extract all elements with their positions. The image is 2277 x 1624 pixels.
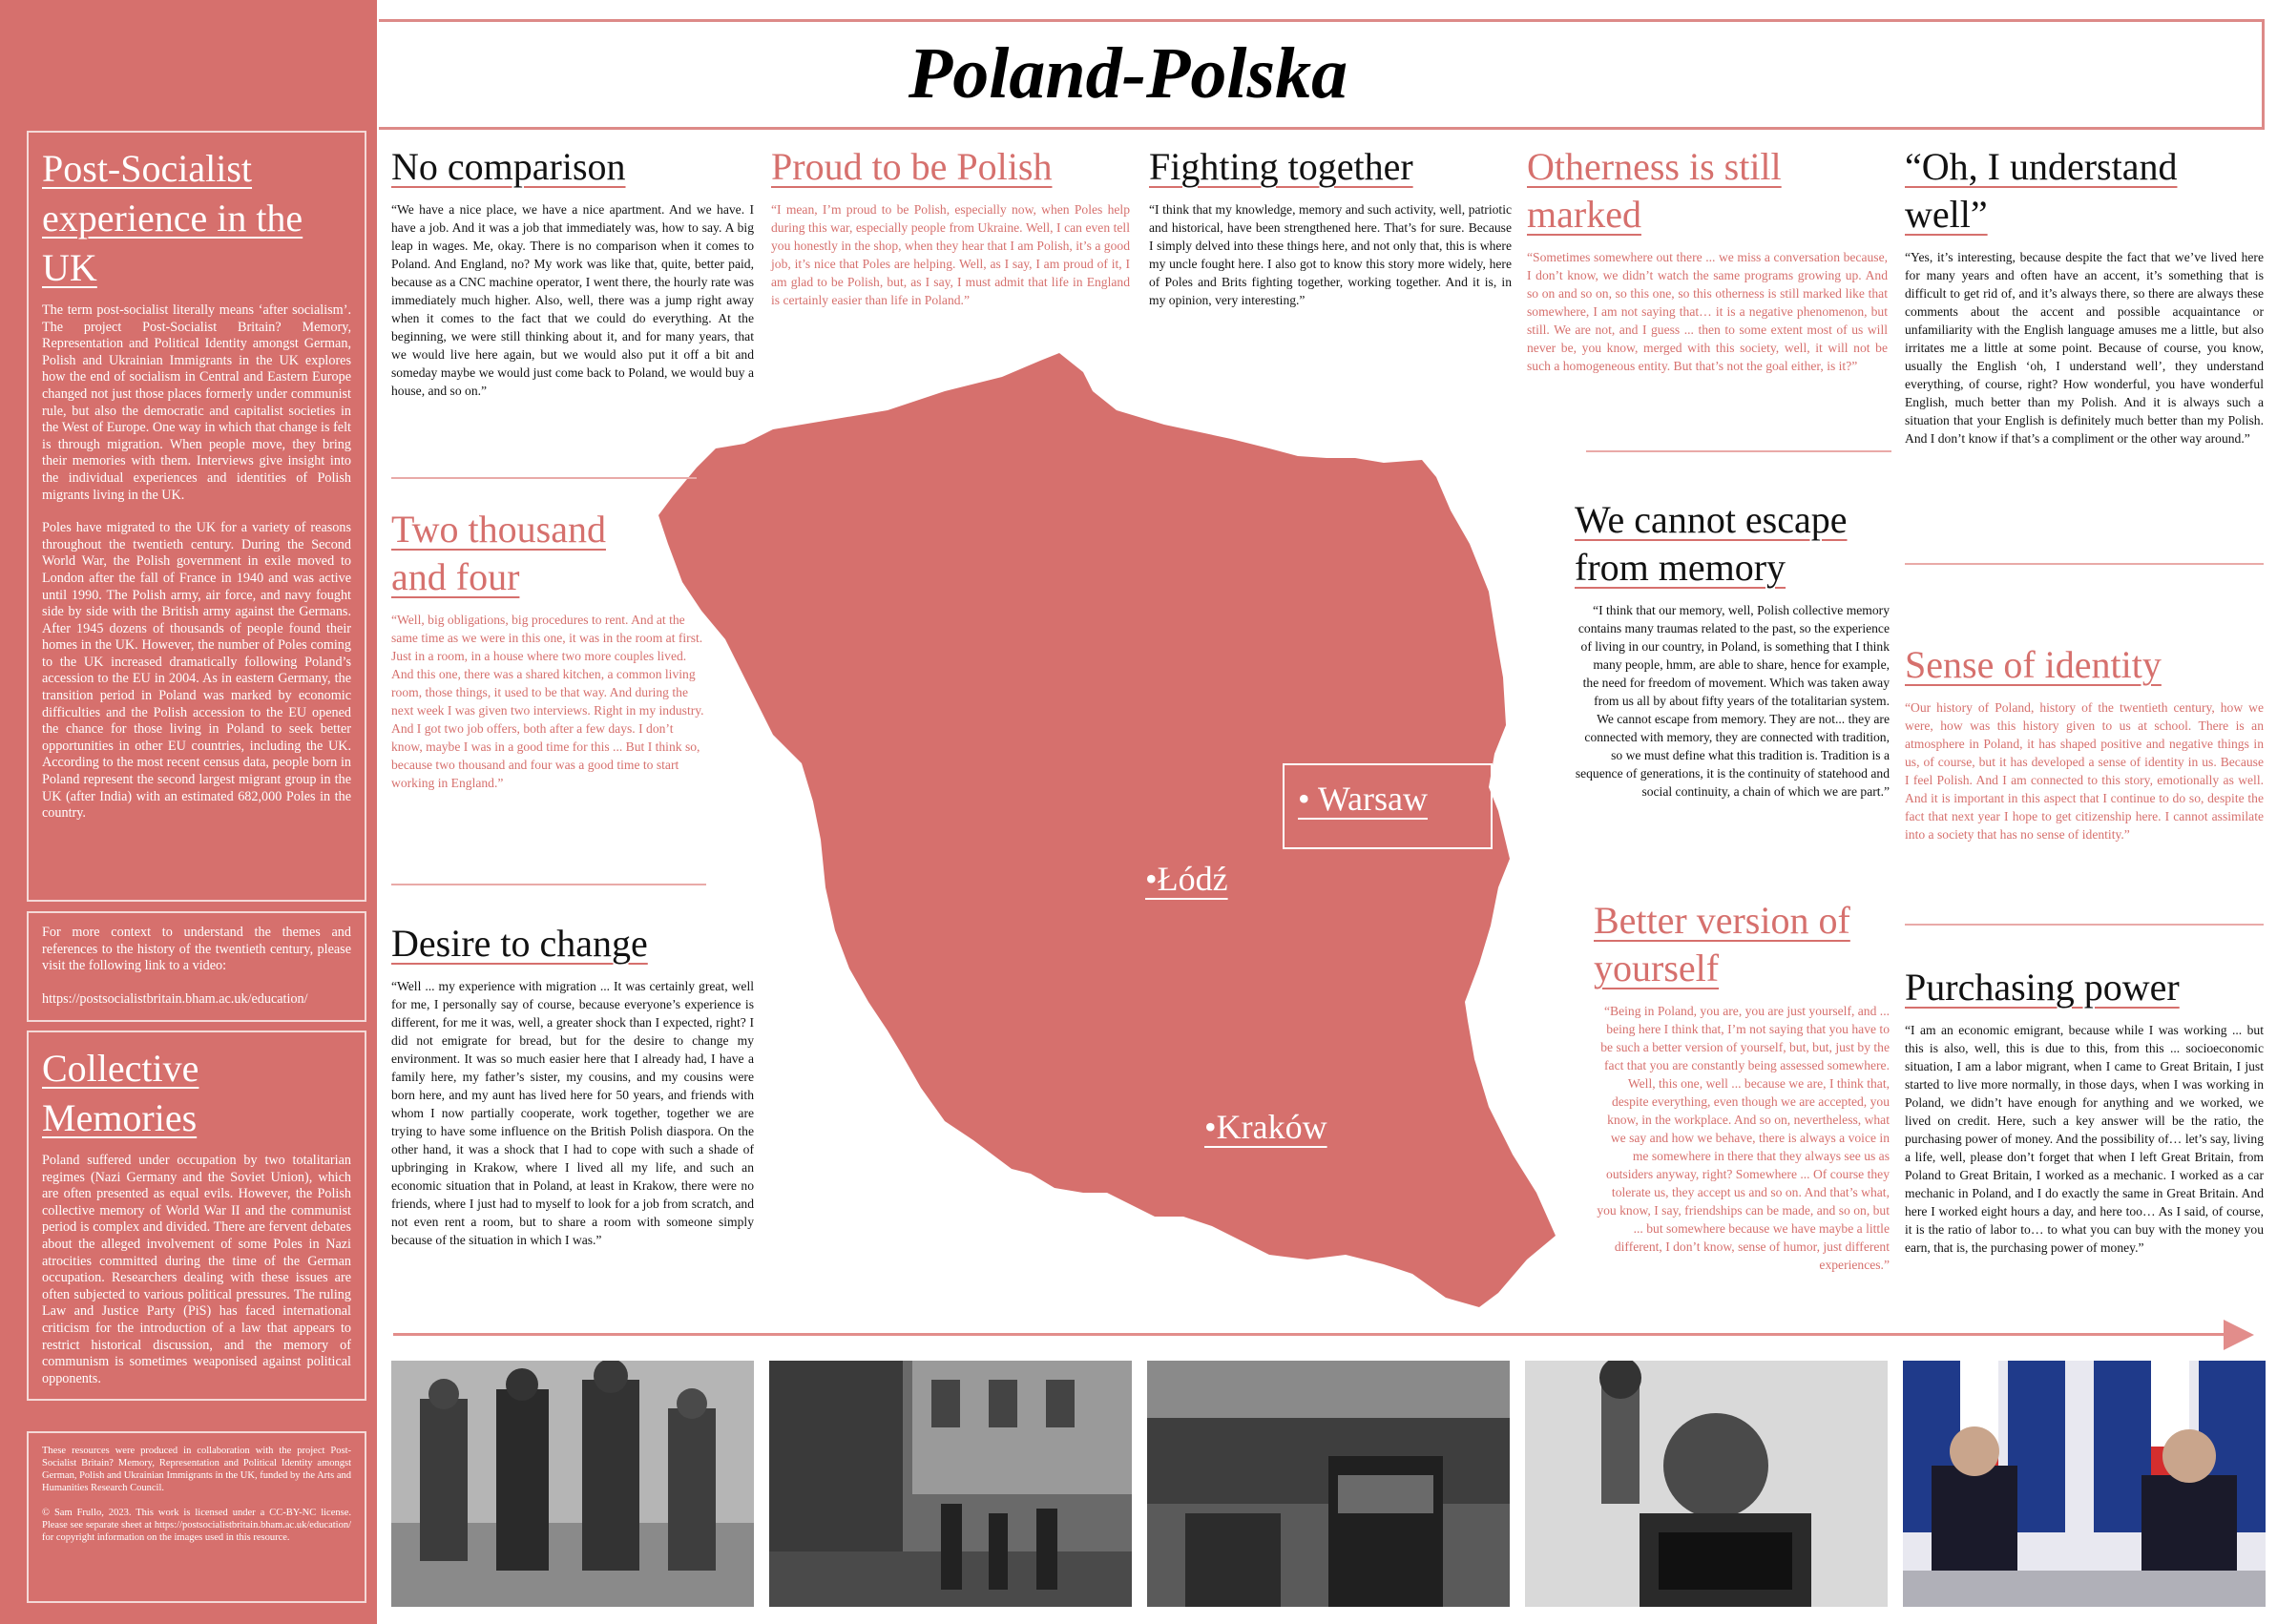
otherness-heading: Otherness is still marked (1527, 145, 1782, 236)
post-socialist-heading: Post-Socialist experience in the UK (42, 147, 303, 289)
otherness-text: “Sometimes somewhere out there ... we miss a conversation because, I don’t know, we didn’t watch the same programs growing up. And so on and so on, so this one, so this otherness is still marked like that somewhere, I am not saying that… it is a negative phenomenon, but still. We are not, and I guess ... then to some extent most of us will never be, you know, merged with this society, well, it will not be such a homogeneous entity. But that’s not the goal either, is it?” (1527, 250, 1888, 373)
divider (1905, 924, 2264, 926)
desire-heading: Desire to change (391, 922, 648, 965)
context-box (27, 911, 366, 1022)
collective-memories-heading: Collective Memories (42, 1047, 199, 1139)
no-comparison-heading: No comparison (391, 145, 626, 188)
fighting-text: “I think that my knowledge, memory and such activity, well, patriotic and historical, have been strengthened here. That’s for sure. Because I simply delved into these things here, and not only that, this is where my uncle fought here. I also got to know this story more widely, here of Poles and Brits fighting together, working together. And it is, in my opinion, very interesting.” (1149, 202, 1512, 307)
section-better (1594, 897, 1890, 1274)
sidebar (0, 0, 377, 1624)
divider (391, 477, 697, 479)
two-thousand-heading: Two thousand and four (391, 508, 606, 598)
two-thousand-text: “Well, big obligations, big procedures to rent. And at the same time as we were in this one, it was in the room at first. Just in a room, in a house where two more couples lived. And this one, there was a shared kitchen, a common living room, those things, it used to be that way. And during the next week I was given two interviews. Right in my industry. And I got two job offers, both after a few days. I don’t know, maybe I was in a good time for this ... But I think so, because two thousand and four was a good time to start working in England.” (391, 613, 704, 790)
purchasing-heading: Purchasing power (1905, 966, 2180, 1009)
photo-soldiers (391, 1361, 754, 1607)
collective-memories-text: Poland suffered under occupation by two totalitarian regimes (Nazi Germany and the Soviet Union), which are often presented as equal evils. However, the Polish collective memory of World War II and the communist period is complex and divided. There are fervent debates about the alleged involvement of some Poles in Nazi atrocities committed during the time of the German occupation. Researchers dealing with these issues are often subjected to various political pressures. The ruling Law and Justice Party (PiS) has faced international criticism for the introduction of a law that appears to restrict historical discussion, and the memory of communism is sometimes weaponised against political opponents. (42, 1153, 351, 1386)
timeline-arrow-head (2224, 1320, 2254, 1350)
divider (391, 884, 706, 885)
proud-text: “I mean, I’m proud to be Polish, especially now, when Poles help during this war, especially people from Ukraine. Well, I can even tell you honestly in the shop, when they hear that I am Polish, it’s a good job, it’s nice that Poles are helping. Well, as I say, I am proud of it, I am glad to be Polish, but, as I say, I must admit that life in England is certainly easier than life in Poland.” (771, 202, 1130, 307)
city-warsaw: • Warsaw (1298, 780, 1429, 818)
photo-street-fighters (769, 1361, 1132, 1607)
timeline-arrow-line (393, 1333, 2245, 1336)
photo-speaker (1525, 1361, 1888, 1607)
credits-text-1: These resources were produced in collaboration with the project Post-Socialist Britain? Memory, Representation and Political Identity amongst German, Polish and Ukrainian Immigrants in the UK, funded by the Arts and Humanities Research Council. (42, 1446, 351, 1493)
section-no-comparison (391, 143, 754, 400)
understand-text: “Yes, it’s interesting, because despite the fact that we’ve lived here for many years and often have an accent, it’s something that is difficult to get rid of, and it’s always there, so there are always these comments about the accent and possible acquaintance or unfamiliarity with the English language amuses me a little, but also irritates me a little at some point. Because of course, you know, usually the English ‘oh, I understand well’, they understand everything, of course, right? How wonderful, you have wonderful English, much better than my Polish. And it is always such a situation that your English is definitely much better than my Polish. And I don’t know if that’s a compliment or the other way around.” (1905, 250, 2264, 446)
credits-text-2: © Sam Frullo, 2023. This work is licensed under a CC-BY-NC license. Please see separate sheet at https://postsocialistbritain.bham.ac.uk/education/ for copyright information on the images used in this resource. (42, 1508, 351, 1543)
post-socialist-box (27, 131, 366, 902)
divider (1586, 450, 1891, 452)
section-desire (391, 920, 754, 1249)
collective-memories-box (27, 1031, 366, 1401)
section-otherness (1527, 143, 1888, 375)
fighting-heading: Fighting together (1149, 145, 1413, 188)
photo-crowd (1147, 1361, 1510, 1607)
purchasing-text: “I am an economic emigrant, because while I was working ... but this is also, well, this is due to this, from this ... socioeconomic situation, I am a labor migrant, when I came to Great Britain, I just started to live more normally, in those days, when I was working in Poland, we didn’t have enough for anything and we worked, we lived on credit. Here, such a key answer will be the ratio, the purchasing power of money. And the possibility of… let’s say, living a life, well, please don’t forget that when I left Great Britain, from Poland to Great Britain, I worked as a mechanic. I worked as a car mechanic in Poland, and I do exactly the same in Great Britain. And here I worked eight hours a day, and here too… As I said, of course, it is the ratio of labor to… to what you can buy with the money you earn, that is, the purchasing power of money.” (1905, 1023, 2264, 1255)
photo-politicians (1903, 1361, 2266, 1607)
context-link[interactable]: https://postsocialistbritain.bham.ac.uk/education/ (42, 990, 308, 1007)
city-lodz: •Łódź (1145, 860, 1228, 898)
no-comparison-text: “We have a nice place, we have a nice apartment. And we have. I have a job. And it was a job that immediately was, how to say. A big leap in wages. Me, okay. There is no comparison when it comes to Poland. And England, no? My work was like that, quite, better paid, because as a CNC machine operator, I went there, the hourly rate was immediately much higher. Also, well, there was a jump right away when it comes to the fact that we could do everything. At the beginning, we were still thinking about it, and for many years, that we would live here again, but we would also put it off a bit and someday maybe we would just come back to Poland, we would buy a house, and so on.” (391, 202, 754, 398)
section-purchasing (1905, 964, 2264, 1257)
section-two-thousand (391, 506, 706, 792)
identity-text: “Our history of Poland, history of the twentieth century, how we were, how was this history given to us at school. There is an atmosphere in Poland, it has shaped positive and negative things in us, of course, but it has developed a sense of identity in us. Because I feel Polish. And I am connected to this story, emotionally as well. And it is important in this aspect that I continue to do so, despite the fact that next year I hope to get citizenship here. I cannot assimilate into a society that has no sense of identity.” (1905, 700, 2264, 842)
section-fighting (1149, 143, 1512, 309)
page-title: Poland-Polska (908, 33, 1348, 114)
credits-box (27, 1431, 366, 1603)
section-memory (1575, 496, 1890, 801)
section-proud (771, 143, 1130, 309)
context-text: For more context to understand the themes and references to the history of the twentieth century, please visit the following link to a video: (42, 925, 351, 974)
divider (1905, 563, 2264, 565)
city-krakow: •Kraków (1204, 1108, 1327, 1146)
better-text: “Being in Poland, you are, you are just yourself, and ... being here I think that, I’m not saying that you have to be such a better version of yourself, but, but, just by the fact that you are constantly being assessed somewhere. Well, this one, well ... because we are, I think that, despite everything, even though we are accepted, you know, in the workplace. And so on, nevertheless, what we say and how we behave, there is always a voice in me somewhere in there that they always see us as outsiders anyway, right? Somewhere ... Of course they tolerate us, they accept us and so on. And that’s what, you know, I say, friendships can be made, and so on, but ... but somewhere because we have maybe a little different, I don’t know, sense of humor, just different experiences.” (1597, 1004, 1890, 1272)
understand-heading: “Oh, I understand well” (1905, 145, 2178, 236)
proud-heading: Proud to be Polish (771, 145, 1053, 188)
desire-text: “Well ... my experience with migration ... It was certainly great, well for me, I personally say of course, because everyone’s experience is different, for me it was, well, a greater shock than I expected, right? I did not emigrate for bread, but for the desire to change my environment. It was so much easier here that I already had, I have a family here, my father’s sister, my cousins, and my cousins were born here, and my aunt has lived here for 50 years, and friends with whom I now partially cooperate, work together, together we are trying to have some influence on the British Polish diaspora. On the other hand, it was a shock that I had to cope with such a shade of upbringing in Krakow, where I lived all my life, and such an economic situation that in Poland, at least in Krakow, there were no friends, where I just had to myself to look for a job from scratch, and not even rent a room, but to share a room with someone simply because of the situation in which I was.” (391, 979, 754, 1247)
memory-heading: We cannot escape from memory (1575, 498, 1848, 589)
memory-text: “I think that our memory, well, Polish collective memory contains many traumas related to the past, so the experience of living in our country, in Poland, is something that I think many people, hmm, are able to share, hence for example, the need for freedom of movement. Which was taken away from us all by about fifty years of the totalitarian system. We cannot escape from memory. They are not... they are connected with memory, they are connected with tradition, so we must define what this tradition is. Tradition is a sequence of generations, it is the continuity of statehood and social continuity, a chain of which we are part.” (1575, 603, 1890, 799)
section-identity (1905, 641, 2264, 843)
section-understand (1905, 143, 2264, 448)
better-heading: Better version of yourself (1594, 899, 1850, 989)
post-socialist-para2: Poles have migrated to the UK for a variety of reasons throughout the twentieth century. During the Second World War, the Polish government in exile moved to London after the fall of France in 1940 and was active until 1990. The Polish army, air force, and navy fought side by side with the British army against the Germans. After 1945 dozens of thousands of people found their homes in the UK. However, the number of Poles coming to the UK increased dramatically following Poland’s accession to the EU in 2004. As in eastern Germany, the transition period in Poland was marked by economic difficulties and the Polish accession to the EU opened the chance for those living in Poland to seek better opportunities in other EU countries, including the UK. According to the most recent census data, people born in Poland represent the second largest migrant group in the UK (after India) with an estimated 682,000 Poles in the country. (42, 520, 351, 822)
post-socialist-para1: The term post-socialist literally means ‘after socialism’. The project Post-Socialist Britain? Memory, Representation and Political Identity amongst German, Polish and Ukrainian Immigrants in the UK explores how the end of socialism in Central and Eastern Europe changed not just those places formerly under communist rule, but also the democratic and capitalist societies in the West of Europe. One way in which that change is felt is through migration. When people move, they bring their memories with them. Interviews give insight into the individual experiences and identities of Polish migrants living in the UK. (42, 302, 351, 503)
identity-heading: Sense of identity (1905, 643, 2162, 686)
